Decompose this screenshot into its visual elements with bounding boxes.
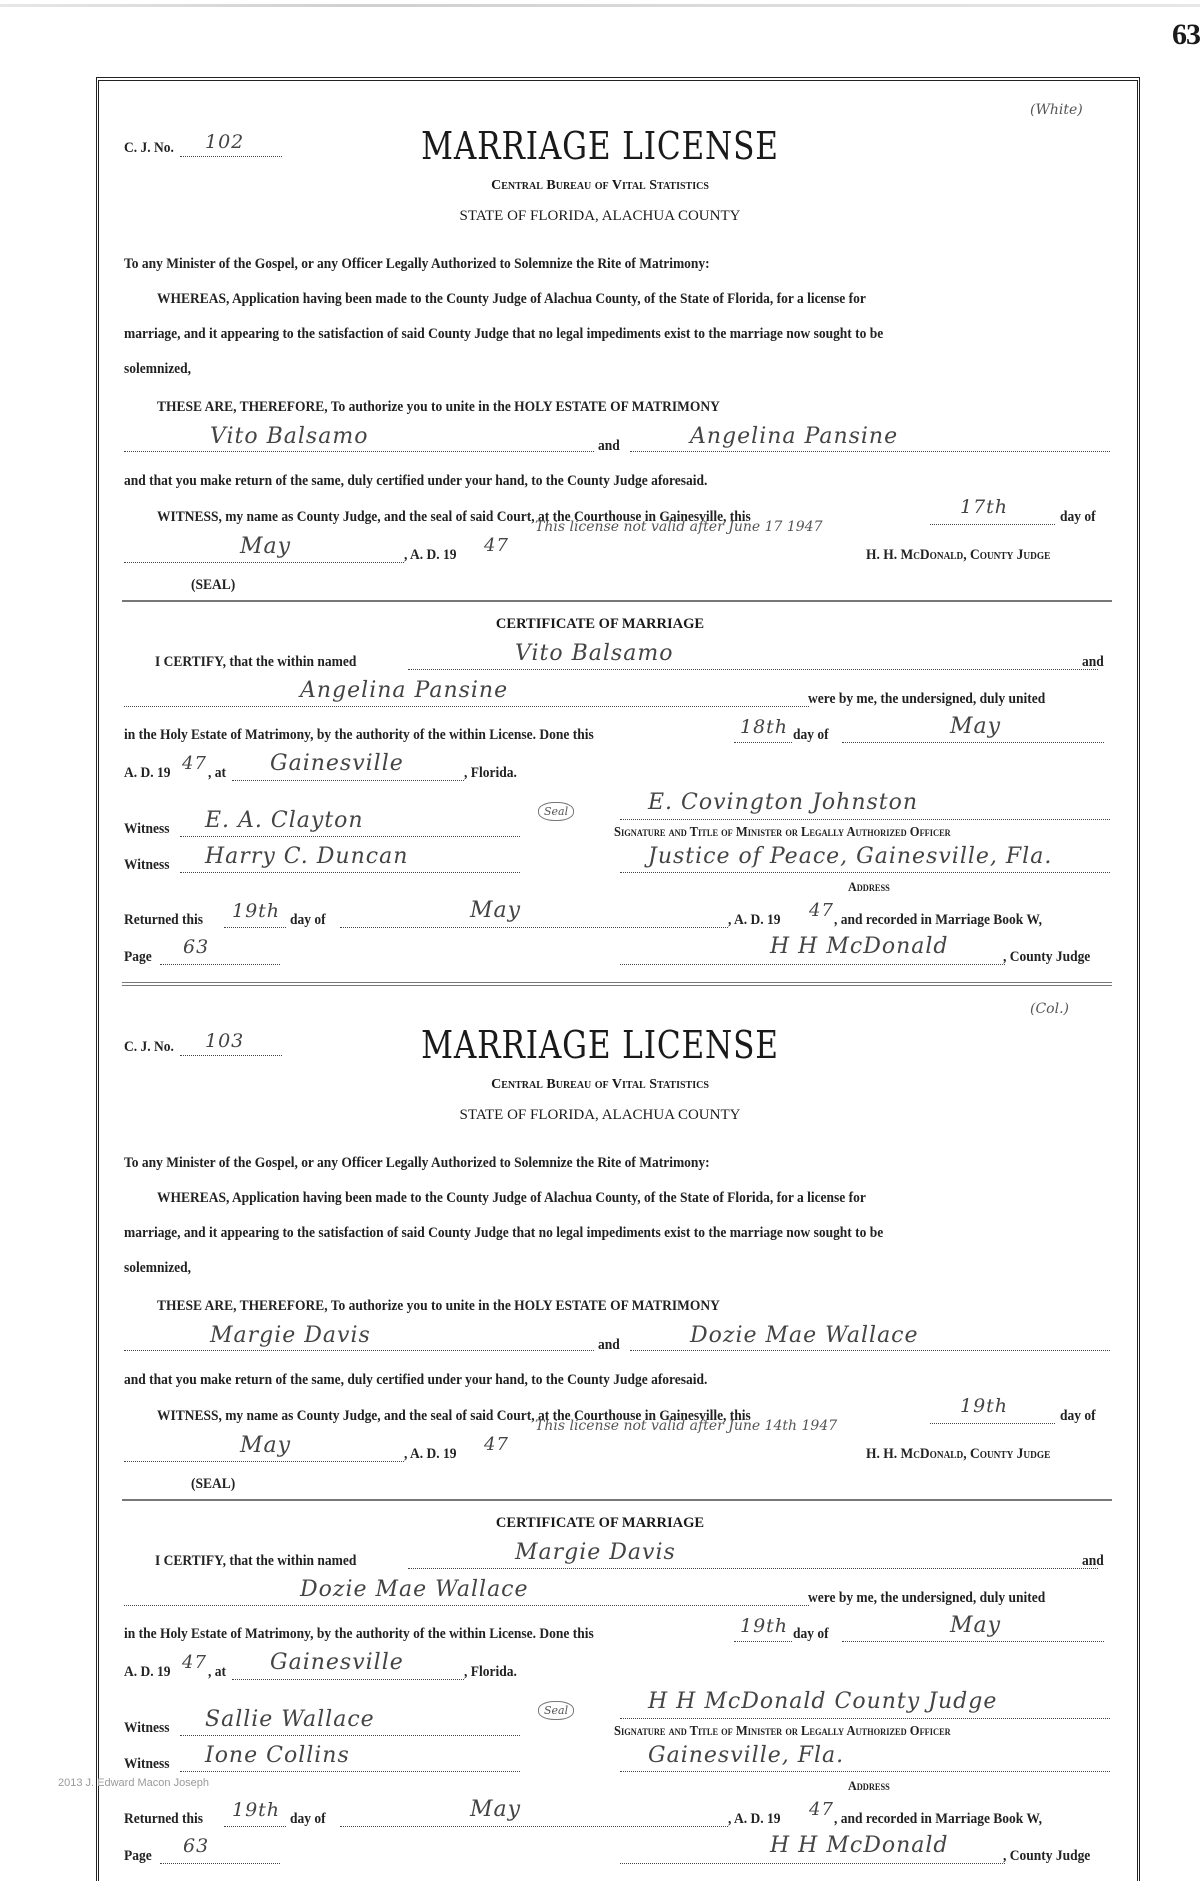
certify-label: I CERTIFY, that the within named xyxy=(155,1553,357,1569)
section-divider xyxy=(122,600,1112,602)
book-page: 63 xyxy=(183,1835,210,1857)
returned-day-of-label: day of xyxy=(290,1811,326,1827)
license-title: MARRIAGE LICENSE xyxy=(421,124,779,168)
race-annotation: (White) xyxy=(1030,102,1083,118)
witness-2-name: Ione Collins xyxy=(205,1743,350,1768)
florida-label: , Florida. xyxy=(464,765,517,781)
witness-2-label: Witness xyxy=(124,857,170,873)
cj-number-label: C. J. No. xyxy=(124,1039,174,1055)
whereas-line-3: solemnized, xyxy=(124,1260,192,1276)
book-page: 63 xyxy=(183,936,210,958)
whereas-line-2: marriage, and it appearing to the satisfaction of said County Judge that no legal impediments exist to the marriage now sought to be xyxy=(124,1225,884,1241)
fill-in-dotted-line xyxy=(408,669,1098,670)
united-label: were by me, the undersigned, duly united xyxy=(808,691,1046,707)
fill-in-dotted-line xyxy=(124,451,594,452)
cj-number: 103 xyxy=(205,1030,245,1052)
fill-in-dotted-line xyxy=(620,1771,1110,1772)
returned-month: May xyxy=(470,898,522,923)
florida-label: , Florida. xyxy=(464,1664,517,1680)
done-year: 47 xyxy=(182,1652,207,1673)
groom-name: Margie Davis xyxy=(210,1323,371,1348)
fill-in-dotted-line xyxy=(340,927,728,928)
fill-in-dotted-line xyxy=(734,1641,792,1642)
done-day-of-label: day of xyxy=(793,1626,829,1642)
section-divider xyxy=(122,1499,1112,1501)
race-annotation: (Col.) xyxy=(1030,1001,1069,1017)
at-label: , at xyxy=(208,1664,226,1680)
scan-edge xyxy=(0,4,1200,7)
license-block-103 xyxy=(0,985,1200,1885)
fill-in-dotted-line xyxy=(124,1350,594,1351)
holy-estate-label: in the Holy Estate of Matrimony, by the authority of the within License. Done this xyxy=(124,1626,594,1642)
bride-name: Angelina Pansine xyxy=(690,424,899,449)
witness-2-label: Witness xyxy=(124,1756,170,1772)
validity-note: This license not valid after June 14th 1947 xyxy=(535,1418,838,1434)
ad-at-label: A. D. 19 xyxy=(124,1664,171,1680)
state-line: STATE OF FLORIDA, ALACHUA COUNTY xyxy=(459,1107,741,1123)
fill-in-dotted-line xyxy=(124,1605,809,1606)
ad-at-label: A. D. 19 xyxy=(124,765,171,781)
fill-in-dotted-line xyxy=(124,706,809,707)
address-caption: Address xyxy=(848,1778,890,1793)
license-block-102 xyxy=(0,86,1200,986)
fill-in-dotted-line xyxy=(124,562,404,563)
recorded-ad-label: , A. D. 19 xyxy=(728,1811,781,1827)
validity-note: This license not valid after June 17 1947 xyxy=(535,519,823,535)
fill-in-dotted-line xyxy=(124,1461,404,1462)
fill-in-dotted-line xyxy=(620,1863,1005,1864)
cert-name-2: Angelina Pansine xyxy=(300,678,509,703)
holy-estate-label: in the Holy Estate of Matrimony, by the authority of the within License. Done this xyxy=(124,727,594,743)
judge-line: H. H. McDonald, County Judge xyxy=(866,547,1051,563)
bride-name: Dozie Mae Wallace xyxy=(690,1323,919,1348)
day-of-label: day of xyxy=(1060,509,1096,525)
certificate-title: CERTIFICATE OF MARRIAGE xyxy=(495,1515,705,1531)
issue-year: 47 xyxy=(484,1434,509,1455)
page-label: Page xyxy=(124,1848,152,1864)
witness-1-label: Witness xyxy=(124,1720,170,1736)
whereas-line-3: solemnized, xyxy=(124,361,192,377)
fill-in-dotted-line xyxy=(408,1568,1098,1569)
license-title: MARRIAGE LICENSE xyxy=(421,1023,779,1067)
returned-month: May xyxy=(470,1797,522,1822)
day-of-label: day of xyxy=(1060,1408,1096,1424)
address-caption: Address xyxy=(848,879,890,894)
witness-1-label: Witness xyxy=(124,821,170,837)
seal-stamp: Seal xyxy=(538,1701,574,1720)
return-line: and that you make return of the same, duly certified under your hand, to the County Judge aforesaid. xyxy=(124,1372,708,1388)
returned-day: 19th xyxy=(232,900,281,922)
fill-in-dotted-line xyxy=(232,1679,464,1680)
county-judge-label: , County Judge xyxy=(1003,1848,1091,1864)
fill-in-dotted-line xyxy=(224,927,286,928)
returned-label: Returned this xyxy=(124,1811,204,1827)
watermark: 2013 J. Edward Macon Joseph xyxy=(58,1777,210,1789)
issue-year: 47 xyxy=(484,535,509,556)
authorize-line: THESE ARE, THEREFORE, To authorize you to unite in the HOLY ESTATE OF MATRIMONY xyxy=(157,399,720,415)
and-label: and xyxy=(598,1337,620,1353)
witness-line: WITNESS, my name as County Judge, and the seal of said Court, at the Courthouse in Gainesville, this xyxy=(157,509,751,525)
judge-signature: H H McDonald xyxy=(770,1833,949,1858)
fill-in-dotted-line xyxy=(620,964,1005,965)
fill-in-dotted-line xyxy=(620,1718,1110,1719)
judge-signature: H H McDonald xyxy=(770,934,949,959)
marriage-place: Gainesville xyxy=(270,751,404,776)
recorded-label: , and recorded in Marriage Book W, xyxy=(834,912,1043,928)
done-month: May xyxy=(950,714,1002,739)
cert-and-label: and xyxy=(1082,654,1104,670)
fill-in-dotted-line xyxy=(734,742,792,743)
fill-in-dotted-line xyxy=(160,1863,280,1864)
cj-number-label: C. J. No. xyxy=(124,140,174,156)
issue-day: 19th xyxy=(960,1395,1009,1417)
return-line: and that you make return of the same, duly certified under your hand, to the County Judge aforesaid. xyxy=(124,473,708,489)
salutation: To any Minister of the Gospel, or any Officer Legally Authorized to Solemnize the Rite of Matrimony: xyxy=(124,1155,710,1171)
groom-name: Vito Balsamo xyxy=(210,424,369,449)
cert-name-1: Margie Davis xyxy=(515,1540,676,1565)
fill-in-dotted-line xyxy=(180,1771,520,1772)
salutation: To any Minister of the Gospel, or any Officer Legally Authorized to Solemnize the Rite of Matrimony: xyxy=(124,256,710,272)
fill-in-dotted-line xyxy=(842,1641,1104,1642)
whereas-line-1: WHEREAS, Application having been made to the County Judge of Alachua County, of the State of Florida, for a license for xyxy=(157,291,866,307)
state-line: STATE OF FLORIDA, ALACHUA COUNTY xyxy=(459,208,741,224)
fill-in-dotted-line xyxy=(224,1826,286,1827)
seal-label: (SEAL) xyxy=(191,577,236,593)
marriage-place: Gainesville xyxy=(270,1650,404,1675)
issue-month: May xyxy=(240,534,292,559)
returned-day-of-label: day of xyxy=(290,912,326,928)
officer-signature: H H McDonald County Judge xyxy=(648,1689,998,1714)
returned-year: 47 xyxy=(809,900,834,921)
and-label: and xyxy=(598,438,620,454)
witness-line: WITNESS, my name as County Judge, and the seal of said Court, at the Courthouse in Gainesville, this xyxy=(157,1408,751,1424)
fill-in-dotted-line xyxy=(630,1350,1110,1351)
returned-label: Returned this xyxy=(124,912,204,928)
united-label: were by me, the undersigned, duly united xyxy=(808,1590,1046,1606)
judge-line: H. H. McDonald, County Judge xyxy=(866,1446,1051,1462)
fill-in-dotted-line xyxy=(842,742,1104,743)
fill-in-dotted-line xyxy=(620,819,1110,820)
done-day: 19th xyxy=(740,1615,789,1637)
recorded-ad-label: , A. D. 19 xyxy=(728,912,781,928)
bureau-line: Central Bureau of Vital Statistics xyxy=(491,178,709,193)
fill-in-dotted-line xyxy=(160,964,280,965)
at-label: , at xyxy=(208,765,226,781)
fill-in-dotted-line xyxy=(930,524,1055,525)
witness-2-name: Harry C. Duncan xyxy=(205,844,409,869)
done-month: May xyxy=(950,1613,1002,1638)
fill-in-dotted-line xyxy=(340,1826,728,1827)
done-year: 47 xyxy=(182,753,207,774)
fill-in-dotted-line xyxy=(180,836,520,837)
done-day-of-label: day of xyxy=(793,727,829,743)
cert-name-1: Vito Balsamo xyxy=(515,641,674,666)
page-label: Page xyxy=(124,949,152,965)
county-judge-label: , County Judge xyxy=(1003,949,1091,965)
witness-1-name: E. A. Clayton xyxy=(205,808,364,833)
cert-name-2: Dozie Mae Wallace xyxy=(300,1577,529,1602)
cert-and-label: and xyxy=(1082,1553,1104,1569)
fill-in-dotted-line xyxy=(180,1735,520,1736)
seal-stamp: Seal xyxy=(538,802,574,821)
ad-label: , A. D. 19 xyxy=(404,547,457,563)
whereas-line-2: marriage, and it appearing to the satisfaction of said County Judge that no legal impediments exist to the marriage now sought to be xyxy=(124,326,884,342)
fill-in-dotted-line xyxy=(620,872,1110,873)
officer-title: Gainesville, Fla. xyxy=(648,1743,845,1768)
page-number: 63 xyxy=(1172,18,1200,51)
authorize-line: THESE ARE, THEREFORE, To authorize you to unite in the HOLY ESTATE OF MATRIMONY xyxy=(157,1298,720,1314)
officer-caption: Signature and Title of Minister or Legally Authorized Officer xyxy=(614,824,951,839)
witness-1-name: Sallie Wallace xyxy=(205,1707,375,1732)
issue-day: 17th xyxy=(960,496,1009,518)
whereas-line-1: WHEREAS, Application having been made to the County Judge of Alachua County, of the State of Florida, for a license for xyxy=(157,1190,866,1206)
returned-day: 19th xyxy=(232,1799,281,1821)
certify-label: I CERTIFY, that the within named xyxy=(155,654,357,670)
returned-year: 47 xyxy=(809,1799,834,1820)
fill-in-dotted-line xyxy=(630,451,1110,452)
ad-label: , A. D. 19 xyxy=(404,1446,457,1462)
fill-in-dotted-line xyxy=(232,780,464,781)
done-day: 18th xyxy=(740,716,789,738)
seal-label: (SEAL) xyxy=(191,1476,236,1492)
issue-month: May xyxy=(240,1433,292,1458)
officer-title: Justice of Peace, Gainesville, Fla. xyxy=(648,844,1053,869)
recorded-label: , and recorded in Marriage Book W, xyxy=(834,1811,1043,1827)
bureau-line: Central Bureau of Vital Statistics xyxy=(491,1077,709,1092)
officer-caption: Signature and Title of Minister or Legally Authorized Officer xyxy=(614,1723,951,1738)
cj-number: 102 xyxy=(205,131,245,153)
certificate-title: CERTIFICATE OF MARRIAGE xyxy=(495,616,705,632)
fill-in-dotted-line xyxy=(930,1423,1055,1424)
fill-in-dotted-line xyxy=(180,872,520,873)
officer-signature: E. Covington Johnston xyxy=(648,790,919,815)
